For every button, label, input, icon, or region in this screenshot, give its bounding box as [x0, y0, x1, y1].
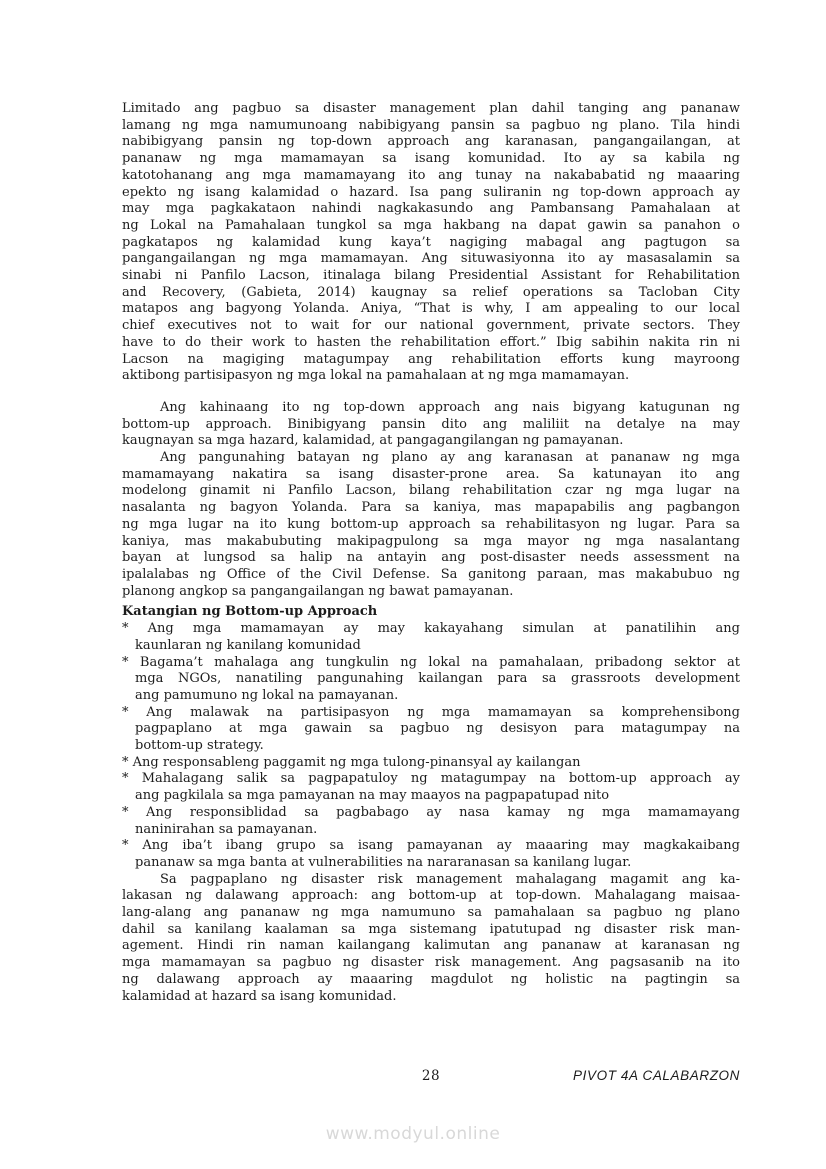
bullet-item: [122, 771, 740, 804]
text-line: lakasan ng dalawang approach: ang bottom-up at top-down. Mahalagang maisaa-: [122, 888, 740, 904]
text-line: kalamidad at hazard sa isang komunidad.: [122, 988, 397, 1004]
text-line: agement. Hindi rin naman kailangang kalimutan ang pananaw at karanasan ng: [122, 938, 740, 954]
text-line: pananaw ng mga mamamayan sa isang komunidad. Ito ay sa kabila ng: [122, 151, 740, 167]
text-line: modelong ginamit ni Panfilo Lacson, bilang rehabilitation czar ng mga lugar na: [122, 483, 740, 499]
paragraph: [122, 101, 740, 385]
text-line: chief executives not to wait for our national government, private sectors. They: [122, 318, 740, 334]
text-line: kaugnayan sa mga hazard, kalamidad, at pangagangilangan ng pamayanan.: [122, 433, 624, 449]
text-line: nabibigyang pansin ng top-down approach ang karanasan, pangangailangan, at: [122, 134, 740, 150]
text-line: * Bagama’t mahalaga ang tungkulin ng lokal na pamahalaan, pribadong sektor at: [122, 654, 740, 670]
paragraph: [122, 400, 740, 450]
text-line: katotohanang ang mga mamamayang ito ang tunay na nakababatid ng maaaring: [122, 167, 740, 183]
bullet-item: [122, 705, 740, 755]
text-line: * Ang iba’t ibang grupo sa isang pamayanan ay maaaring may magkakaibang: [122, 838, 740, 854]
paragraph: [122, 450, 740, 600]
text-line: pagkatapos ng kalamidad kung kaya’t nagiging mabagal ang pagtugon sa: [122, 234, 740, 250]
section-heading: Katangian ng Bottom-up Approach: [122, 604, 378, 620]
text-line: Ang pangunahing batayan ng plano ay ang karanasan at pananaw ng mga: [160, 450, 740, 466]
text-line: lamang ng mga namumunoang nabibigyang pansin sa pagbuo ng plano. Tila hindi: [122, 117, 740, 133]
text-line: ang pagkilala sa mga pamayanan na may maayos na pagpapatupad nito: [135, 788, 610, 804]
text-line: matapos ang bagyong Yolanda. Aniya, “That is why, I am appealing to our local: [122, 301, 740, 317]
text-line: * Ang responsableng paggamit ng mga tulong-pinansyal ay kailangan: [122, 754, 581, 770]
text-line: dahil sa kanilang kaalaman sa mga sistemang ipatutupad ng disaster risk man-: [122, 921, 740, 937]
text-line: may mga pagkakataon nahindi nagkakasundo ang Pambansang Pamahalaan at: [122, 201, 740, 217]
text-line: bottom-up approach. Binibigyang pansin dito ang maliliit na detalye na may: [122, 416, 740, 432]
edition-label: PIVOT 4A CALABARZON: [573, 1068, 740, 1083]
text-line: mga mamamayan sa pagbuo ng disaster risk management. Ang pagsasanib na ito: [122, 955, 740, 971]
text-line: Ang kahinaang ito ng top-down approach ang nais bigyang katugunan ng: [160, 399, 740, 415]
text-column: [122, 101, 740, 1005]
text-line: epekto ng isang kalamidad o hazard. Isa pang suliranin ng top-down approach ay: [122, 184, 740, 200]
text-line: * Ang responsiblidad sa pagbabago ay nasa kamay ng mga mamamayang: [122, 804, 740, 820]
bullet-item: [122, 838, 740, 871]
text-line: pananaw sa mga banta at vulnerabilities na nararanasan sa kanilang lugar.: [135, 854, 632, 870]
text-line: pangangailangan ng mga mamamayan. Ang situwasiyonna ito ay masasalamin sa: [122, 251, 740, 267]
text-line: ng Lokal na Pamahalaan tungkol sa mga hakbang na dapat gawin sa panahon o: [122, 217, 740, 233]
text-line: ng mga lugar na ito kung bottom-up approach sa rehabilitasyon ng lugar. Para sa: [122, 516, 740, 532]
text-line: kaunlaran ng kanilang komunidad: [135, 637, 361, 653]
bullet-list: [122, 621, 740, 872]
text-line: * Ang malawak na partisipasyon ng mga mamamayan sa komprehensibong: [122, 704, 740, 720]
text-line: Sa pagpaplano ng disaster risk management mahalagang magamit ang ka-: [160, 871, 740, 887]
text-line: Limitado ang pagbuo sa disaster management plan dahil tanging ang pananaw: [122, 101, 740, 116]
text-line: Lacson na magiging matagumpay ang rehabilitation efforts kung mayroong: [122, 351, 740, 367]
text-line: kaniya, mas makabubuting makipagpulong sa mga mayor ng mga nasalantang: [122, 533, 740, 549]
text-line: bayan at lungsod sa halip na antayin ang post-disaster needs assessment na: [122, 550, 740, 566]
page-number: 28: [421, 1068, 441, 1084]
paragraph: [122, 872, 740, 1006]
bullet-item: [122, 755, 740, 772]
bullet-item: [122, 621, 740, 654]
text-line: mamamayang nakatira sa isang disaster-prone area. Sa katunayan ito ang: [122, 466, 740, 482]
text-line: and Recovery, (Gabieta, 2014) kaugnay sa relief operations sa Tacloban City: [122, 284, 740, 300]
text-line: pagpaplano at mga gawain sa pagbuo ng desisyon para matagumpay na: [135, 721, 740, 737]
watermark: www.modyul.online: [325, 1124, 501, 1144]
text-line: ng dalawang approach ay maaaring magdulot ng holistic na pagtingin sa: [122, 971, 740, 987]
text-line: planong angkop sa pangangailangan ng bawat pamayanan.: [122, 583, 514, 599]
bullet-item: [122, 805, 740, 838]
text-line: nasalanta ng bagyon Yolanda. Para sa kaniya, mas mapapabilis ang pagbangon: [122, 500, 740, 516]
text-line: ipalalabas ng Office of the Civil Defense. Sa ganitong paraan, mas makabubuo ng: [122, 566, 740, 582]
text-line: bottom-up strategy.: [135, 738, 264, 754]
text-line: mga NGOs, nanatiling pangunahing kailangan para sa grassroots development: [135, 671, 740, 687]
text-line: * Ang mga mamamayan ay may kakayahang simulan at panatilihin ang: [122, 621, 740, 637]
text-line: lang-alang ang pananaw ng mga namumuno sa pamahalaan sa pagbuo ng plano: [122, 905, 740, 921]
text-line: aktibong partisipasyon ng mga lokal na pamahalaan at ng mga mamamayan.: [122, 368, 630, 384]
text-line: naninirahan sa pamayanan.: [135, 821, 318, 837]
text-line: * Mahalagang salik sa pagpapatuloy ng matagumpay na bottom-up approach ay: [122, 771, 740, 787]
text-line: sinabi ni Panfilo Lacson, itinalaga bilang Presidential Assistant for Rehabilitation: [122, 268, 740, 284]
text-line: have to do their work to hasten the rehabilitation effort.” Ibig sabihin nakita rin ni: [122, 334, 740, 350]
text-line: ang pamumuno ng lokal na pamayanan.: [135, 687, 399, 703]
bullet-item: [122, 655, 740, 705]
